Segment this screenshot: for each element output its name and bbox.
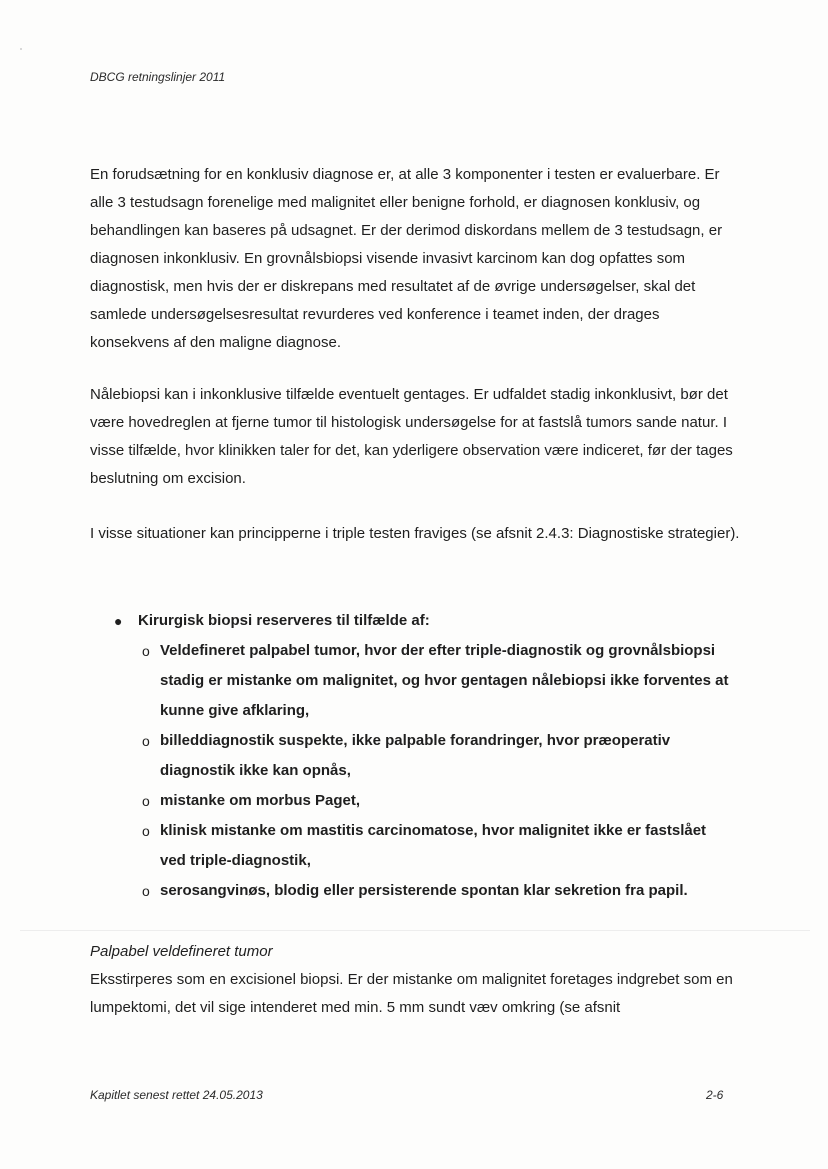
scan-divider [20, 930, 810, 931]
circle-bullet-icon: o [142, 793, 150, 809]
section-heading: Palpabel veldefineret tumor [90, 943, 273, 960]
sub-bullet-list [136, 636, 734, 906]
sub-bullet-text: billeddiagnostik suspekte, ikke palpable forandringer, hvor præoperativ diagnostik ikke kan opnås, [160, 732, 671, 779]
sub-bullet-item [136, 816, 734, 876]
sub-bullet-item [136, 786, 734, 816]
footer-revision-date: Kapitlet senest rettet 24.05.2013 [90, 1088, 263, 1102]
paragraph-exceptions: I visse situationer kan principperne i triple testen fraviges (se afsnit 2.4.3: Diagnostiske strategier). [90, 525, 740, 542]
page-number: 2-6 [706, 1088, 724, 1102]
circle-bullet-icon: o [142, 883, 150, 899]
page-header: DBCG retningslinjer 2011 [90, 70, 226, 84]
sub-bullet-item [136, 636, 734, 726]
paragraph-triple-test: En forudsætning for en konklusiv diagnose er, at alle 3 komponenter i testen er evaluerbare. Er alle 3 testudsagn forenelige med malignitet eller benigne forhold, er diagnosen konklusiv, og behandlingen kan baseres på udsagnet. Er der derimod diskordans mellem de 3 testudsagn, er diagnosen inkonklusiv. En grovnålsbiopsi visende invasivt karcinom kan dog opfattes som diagnostisk, men hvis der er diskrepans med resultatet af de øvrige undersøgelser, skal det samlede undersøgelsesresultat revurderes ved konference i teamet inden, der drages konsekvens af den maligne diagnose. [90, 166, 723, 351]
sub-bullet-item [136, 876, 734, 906]
sub-bullet-text: serosangvinøs, blodig eller persisterende spontan klar sekretion fra papil. [160, 882, 688, 899]
sub-bullet-text: Veldefineret palpabel tumor, hvor der efter triple-diagnostik og grovnålsbiopsi stadig er mistanke om malignitet, og hvor gentagen nålebiopsi ikke forventes at kunne give afklaring, [160, 642, 729, 719]
circle-bullet-icon: o [142, 823, 150, 839]
scan-speck [20, 48, 22, 50]
bullet-item [114, 606, 734, 636]
circle-bullet-icon: o [142, 733, 150, 749]
paragraph-palpable-tumor: Eksstirperes som en excisionel biopsi. Er der mistanke om malignitet foretages indgrebet som en lumpektomi, det vil sige intenderet med min. 5 mm sundt væv omkring (se afsnit [90, 971, 733, 1016]
bullet-dot-icon: ● [114, 613, 123, 629]
paragraph-needle-biopsy: Nålebiopsi kan i inkonklusive tilfælde eventuelt gentages. Er udfaldet stadig inkonklusivt, bør det være hovedreglen at fjerne tumor til histologisk undersøgelse for at fastslå tumors sande natur. I visse tilfælde, hvor klinikken taler for det, kan yderligere observation være indiceret, før der tages beslutning om excision. [90, 386, 733, 487]
bullet-label: Kirurgisk biopsi reserveres til tilfælde af: [138, 612, 430, 629]
sub-bullet-item [136, 726, 734, 786]
sub-bullet-text: klinisk mistanke om mastitis carcinomatose, hvor malignitet ikke er fastslået ved triple-diagnostik, [160, 822, 707, 869]
surgical-biopsy-list [114, 606, 734, 906]
circle-bullet-icon: o [142, 643, 150, 659]
sub-bullet-text: mistanke om morbus Paget, [160, 792, 361, 809]
